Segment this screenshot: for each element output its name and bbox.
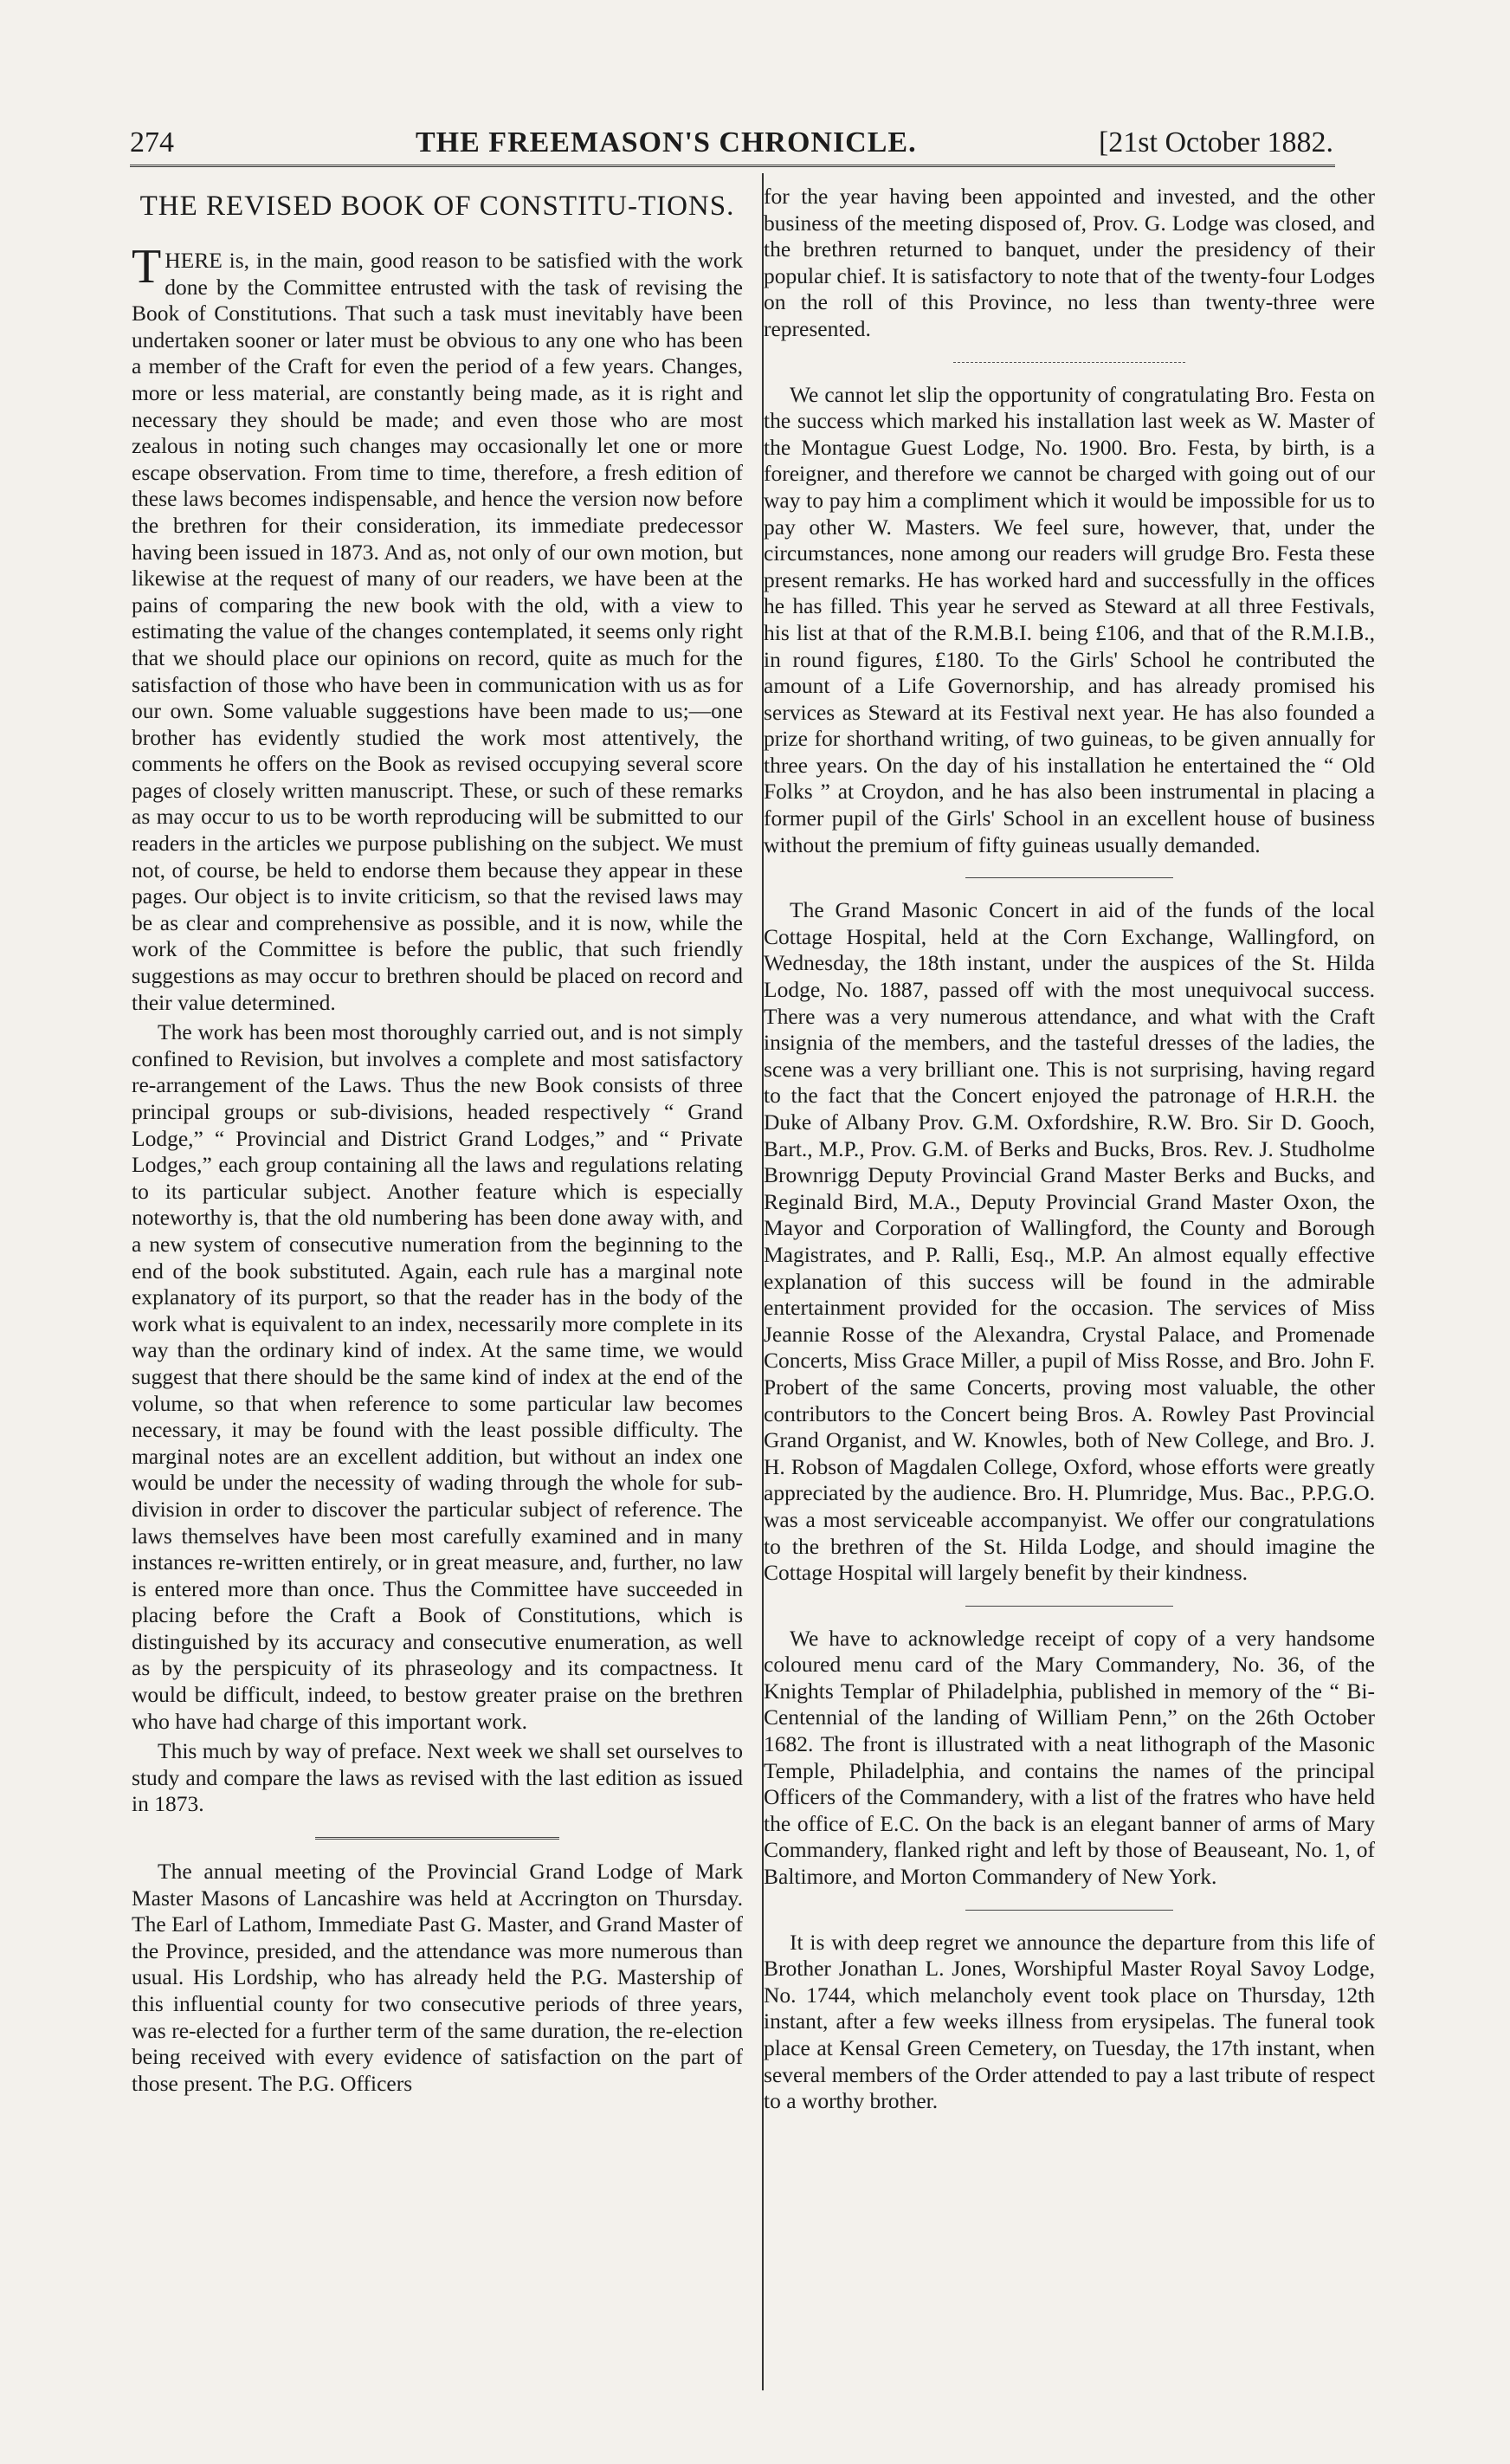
issue-date: [21st October 1882. bbox=[1098, 126, 1333, 158]
article-paragraph: This much by way of preface. Next week we shall set ourselves to study and compare the laws as revised with the last edition as issued in 1873. bbox=[132, 1738, 743, 1817]
page-header bbox=[130, 123, 1333, 163]
page-number: 274 bbox=[130, 126, 174, 158]
section-rule bbox=[965, 877, 1173, 878]
article-paragraph: We have to acknowledge receipt of copy of a very handsome coloured menu card of the Mary Commandery, No. 36, of the Knights Templar of Philadelphia, published in memory of the “ Bi-Centennial of the landing of William Penn,” on the 26th October 1682. The front is illustrated with a neat lithograph of the Masonic Temple, Philadelphia, and contains the names of the principal Officers of the Commandery, with a list of the fratres who have held the office of E.C. On the back is an elegant banner of arms of Mary Commandery, flanked right and left by those of Beauseant, No. 1, of Baltimore, and Morton Commandery of New York. bbox=[764, 1625, 1375, 1890]
article-paragraph: for the year having been appointed and invested, and the other business of the meeting disposed of, Prov. G. Lodge was closed, and the brethren returned to banquet, under the presidency of their popular chief. It is satisfactory to note that of the twenty-four Lodges on the roll of this Province, no less than twenty-three were represented. bbox=[764, 184, 1375, 341]
article-paragraph: The work has been most thoroughly carried out, and is not simply confined to Revision, but involves a complete and most satisfactory re-arrangement of the Laws. Thus the new Book consists of three principal groups or sub-divisions, headed respectively “ Grand Lodge,” “ Provincial and District Grand Lodges,” and “ Private Lodges,” each group containing all the laws and regulations relating to its particular subject. Another feature which is especially noteworthy is, that the old numbering has been done away with, and a new system of consecutive numeration from the beginning to the end of the book substituted. Again, each rule has a marginal note explanatory of its purport, so that the reader has in the body of the work what is equivalent to an index, necessarily more complete in its way than the ordinary kind of index. At the same time, we would suggest that there should be the same kind of index at the end of the volume, so that when reference to some particular law becomes necessary, it may be found with the least possible difficulty. The marginal notes are an excellent addition, but without an index one would be under the necessity of wading through the whole for sub-division in order to discover the particular subject of reference. The laws themselves have been most carefully examined and in many instances re-written entirely, or in great measure, and, further, no law is entered more than once. Thus the Committee have succeeded in placing before the Craft a Book of Constitutions, which is distinguished by its accuracy and consecutive enumeration, as well as by the perspicuity of its phraseology and its compactness. It would be difficult, indeed, to bestow greater praise on the brethren who have had charge of this important work. bbox=[132, 1019, 743, 1734]
section-rule bbox=[953, 362, 1185, 363]
article-paragraph bbox=[132, 240, 743, 1016]
header-rule bbox=[130, 165, 1335, 167]
section-rule bbox=[315, 1837, 559, 1840]
article-title: THE REVISED BOOK OF CONSTITU-TIONS. bbox=[139, 191, 735, 222]
left-column bbox=[132, 184, 743, 2097]
publication-title: THE FREEMASON'S CHRONICLE. bbox=[416, 126, 917, 158]
article-paragraph: The annual meeting of the Provincial Grand Lodge of Mark Master Masons of Lancashire was held at Accrington on Thursday. The Earl of Lathom, Immediate Past G. Master, and Grand Master of the Province, presided, and the attendance was more numerous than usual. His Lordship, who has already held the P.G. Mastership of this influential county for two consecutive periods of three years, was re-elected for a further term of the same duration, the re-election being received with every evidence of satisfaction on the part of those present. The P.G. Officers bbox=[132, 1859, 743, 2096]
article-paragraph-text: HERE is, in the main, good reason to be satisfied with the work done by the Committee entrusted with the task of revising the Book of Constitutions. That such a task must inevitably have been undertaken sooner or later must be obvious to any one who has been a member of the Craft for even the period of a few years. Changes, more or less material, are constantly being made, as it is right and necessary they should be made; and even those who are most zealous in noting such changes may occasionally let one or more escape observation. From time to time, therefore, a fresh edition of these laws becomes indispensable, and hence the version now before the brethren for their consideration, its immediate predecessor having been issued in 1873. And as, not only of our own motion, but likewise at the request of many of our readers, we have been at the pains of comparing the new book with the old, with a view to estimating the value of the changes contemplated, it seems only right that we should place our opinions on record, quite as much for the satisfaction of those who have been in communication with us as for our own. Some valuable suggestions have been made to us;—one brother has evidently studied the work most attentively, the comments he offers on the Book as revised occupying several score pages of closely written manuscript. These, or such of these remarks as may occur to us to be worth reproducing will be submitted to our readers in the articles we purpose publishing on the subject. We must not, of course, be held to endorse them because they appear in these pages. Our object is to invite criticism, so that the revised laws may be as clear and comprehensive as possible, and it is now, while the work of the Committee is before the public, that such friendly suggestions as may occur to brethren should be placed on record and their value determined. bbox=[132, 248, 743, 1015]
section-rule bbox=[965, 1910, 1173, 1911]
article-paragraph: We cannot let slip the opportunity of congratulating Bro. Festa on the success which marked his installation last week as W. Master of the Montague Guest Lodge, No. 1900. Bro. Festa, by birth, is a foreigner, and therefore we cannot be charged with going out of our way to pay him a compliment which it would be impossible for us to pay other W. Masters. We feel sure, however, that, under the circumstances, none among our readers will grudge Bro. Festa these present remarks. He has worked hard and successfully in the offices he has filled. This year he served as Steward at all three Festivals, his list at that of the R.M.B.I. being £106, and that of the R.M.I.B., in round figures, £180. To the Girls' School he contributed the amount of a Life Governorship, and has already promised his services as Steward at its Festival next year. He has also founded a prize for shorthand writing, of two guineas, to be given annually for three years. On the day of his installation he entertained the “ Old Folks ” at Croydon, and he has also been instrumental in placing a former pupil of the Girls' School in an excellent house of business without the premium of fifty guineas usually demanded. bbox=[764, 381, 1375, 857]
article-paragraph: It is with deep regret we announce the departure from this life of Brother Jonathan L. Jones, Worshipful Master Royal Savoy Lodge, No. 1744, which melancholy event took place on Thursday, 12th instant, after a few weeks illness from erysipelas. The funeral took place at Kensal Green Cemetery, on Tuesday, the 17th instant, when several members of the Order attended to pay a last tribute of respect to a worthy brother. bbox=[764, 1929, 1375, 2114]
article-paragraph: The Grand Masonic Concert in aid of the funds of the local Cottage Hospital, held at the Corn Exchange, Wallingford, on Wednesday, the 18th instant, under the auspices of the St. Hilda Lodge, No. 1887, passed off with the most unequivocal success. There was a very numerous attendance, and what with the Craft insignia of the members, and the tasteful dresses of the ladies, the scene was a very brilliant one. This is not surprising, having regard to the fact that the Concert enjoyed the patronage of H.R.H. the Duke of Albany Prov. G.M. Oxfordshire, R.W. Bro. Sir D. Gooch, Bart., M.P., Prov. G.M. of Berks and Bucks, Bros. Rev. J. Studholme Brownrigg Deputy Provincial Grand Master Berks and Bucks, and Reginald Bird, M.A., Deputy Provincial Grand Master Oxon, the Mayor and Corporation of Wallingford, the County and Borough Magistrates, and P. Ralli, Esq., M.P. An almost equally effective explanation of this success will be found in the admirable entertainment provided for the occasion. The services of Miss Jeannie Rosse of the Alexandra, Crystal Palace, and Promenade Concerts, Miss Grace Miller, a pupil of Miss Rosse, and Bro. John F. Probert of the same Concerts, proving most valuable, the other contributors to the Concert being Bros. A. Rowley Past Provincial Grand Organist, and W. Knowles, both of New College, and Bro. J. H. Robson of Magdalen College, Oxford, whose efforts were greatly appreciated by the audience. Bro. H. Plumridge, Mus. Bac., P.P.G.O. was a most serviceable accompanyist. We offer our congratulations to the brethren of the St. Hilda Lodge, and should imagine the Cottage Hospital will largely benefit by their kindness. bbox=[764, 897, 1375, 1586]
right-column bbox=[764, 184, 1375, 2115]
section-rule bbox=[965, 1606, 1173, 1607]
drop-cap: T bbox=[132, 240, 162, 294]
